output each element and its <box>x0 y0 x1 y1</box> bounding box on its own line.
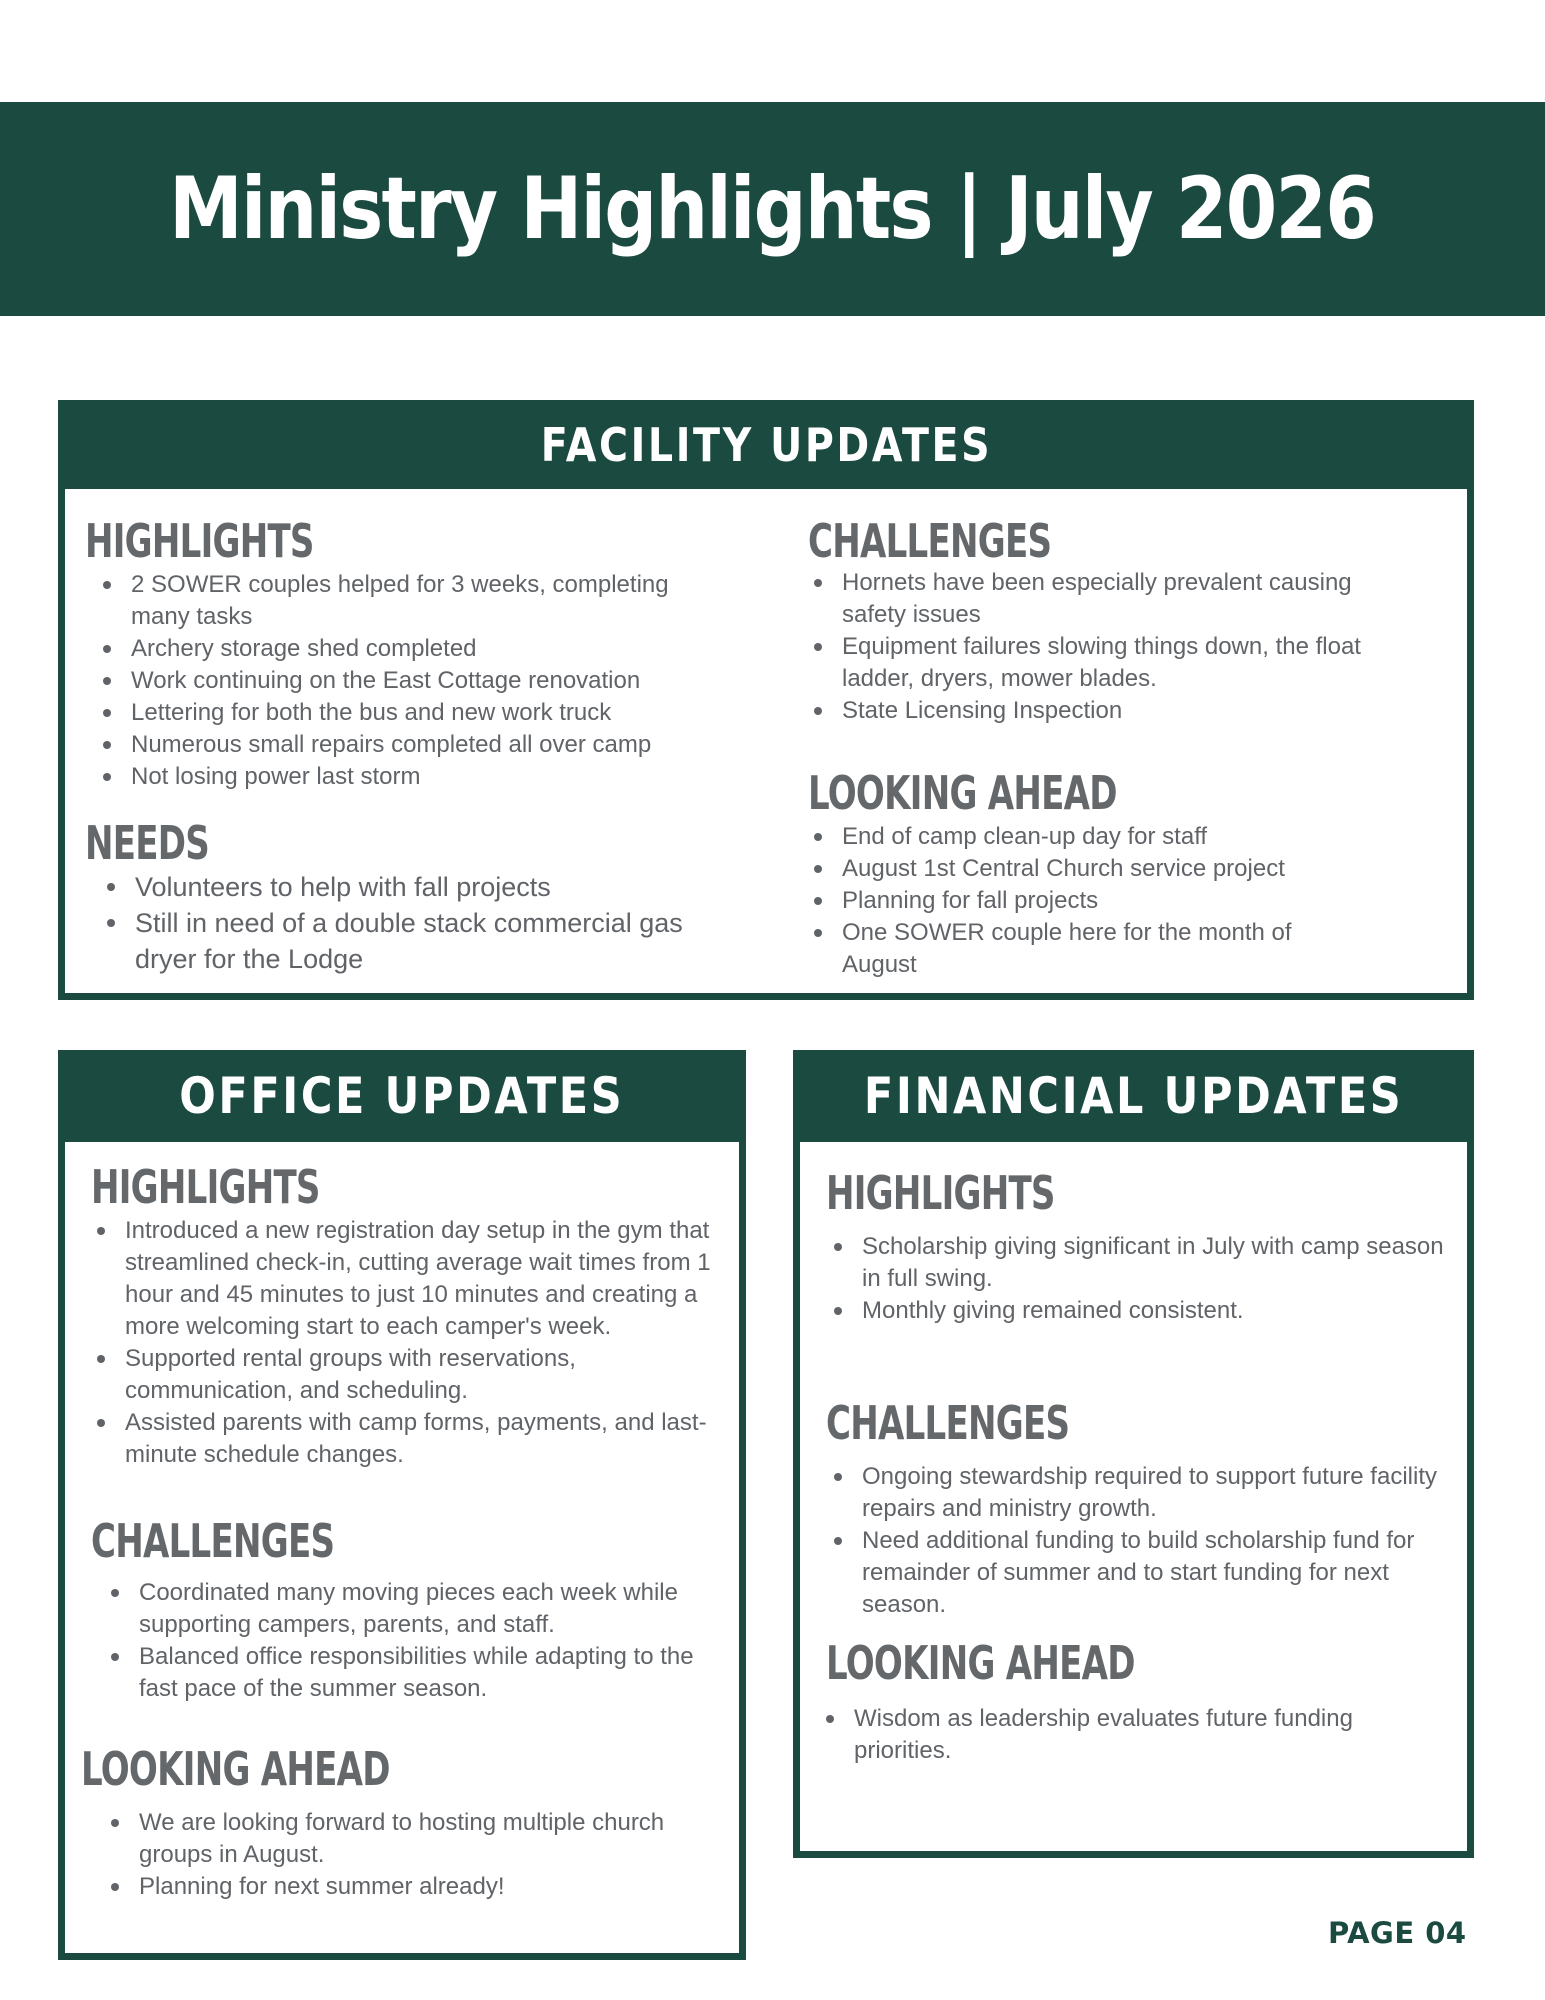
financial-updates-title: FINANCIAL UPDATES <box>863 1067 1404 1125</box>
facility-challenges-heading: CHALLENGES <box>808 514 1052 568</box>
list-item: Still in need of a double stack commercial gas dryer for the Lodge <box>101 905 715 977</box>
list-item: State Licensing Inspection <box>808 695 1368 727</box>
list-item: Volunteers to help with fall projects <box>101 869 715 905</box>
list-item: Assisted parents with camp forms, payments, and last-minute schedule changes. <box>91 1407 731 1471</box>
financial-looking-ahead-section <box>826 1637 1446 1767</box>
facility-looking-ahead-heading: LOOKING AHEAD <box>808 766 1117 820</box>
office-looking-ahead-list <box>105 1807 721 1903</box>
page-number: PAGE 04 <box>1328 1916 1467 1950</box>
list-item: Numerous small repairs completed all over camp <box>97 729 725 761</box>
list-item: Monthly giving remained consistent. <box>828 1295 1446 1327</box>
financial-challenges-heading: CHALLENGES <box>826 1396 1070 1450</box>
financial-updates-header <box>793 1050 1474 1142</box>
list-item: Wisdom as leadership evaluates future funding priorities. <box>820 1703 1446 1767</box>
list-item: Need additional funding to build scholarship fund for remainder of summer and to start funding for next season. <box>828 1525 1446 1621</box>
office-looking-ahead-heading: LOOKING AHEAD <box>81 1742 390 1796</box>
facility-looking-ahead-section <box>808 767 1368 981</box>
facility-highlights-section <box>85 515 725 793</box>
list-item: Equipment failures slowing things down, the float ladder, dryers, mower blades. <box>808 631 1368 695</box>
list-item: Planning for next summer already! <box>105 1871 721 1903</box>
facility-needs-section <box>85 817 715 977</box>
list-item: One SOWER couple here for the month of August <box>808 917 1368 981</box>
financial-challenges-section <box>826 1397 1446 1621</box>
list-item: Hornets have been especially prevalent causing safety issues <box>808 567 1368 631</box>
facility-highlights-heading: HIGHLIGHTS <box>85 514 314 568</box>
financial-highlights-section <box>826 1167 1446 1327</box>
facility-highlights-list <box>97 569 725 793</box>
financial-highlights-list <box>828 1231 1446 1327</box>
office-highlights-list <box>91 1215 731 1471</box>
facility-looking-ahead-list <box>808 821 1368 981</box>
office-updates-card <box>58 1050 746 1960</box>
list-item: Lettering for both the bus and new work truck <box>97 697 725 729</box>
office-looking-ahead-section <box>81 1743 721 1903</box>
list-item: Planning for fall projects <box>808 885 1368 917</box>
office-challenges-list <box>105 1577 731 1705</box>
page-title: Ministry Highlights | July 2026 <box>169 159 1376 259</box>
facility-needs-heading: NEEDS <box>85 816 210 870</box>
list-item: Ongoing stewardship required to support future facility repairs and ministry growth. <box>828 1461 1446 1525</box>
list-item: End of camp clean-up day for staff <box>808 821 1368 853</box>
facility-challenges-section <box>808 515 1368 727</box>
list-item: Archery storage shed completed <box>97 633 725 665</box>
facility-updates-title: FACILITY UPDATES <box>540 417 992 472</box>
list-item: Balanced office responsibilities while adapting to the fast pace of the summer season. <box>105 1641 731 1705</box>
financial-highlights-heading: HIGHLIGHTS <box>826 1166 1055 1220</box>
list-item: We are looking forward to hosting multiple church groups in August. <box>105 1807 721 1871</box>
facility-challenges-list <box>808 567 1368 727</box>
facility-updates-header <box>58 400 1474 489</box>
office-updates-title: OFFICE UPDATES <box>179 1067 625 1125</box>
office-highlights-heading: HIGHLIGHTS <box>91 1160 320 1214</box>
office-challenges-section <box>91 1515 731 1705</box>
list-item: Introduced a new registration day setup in the gym that streamlined check-in, cutting average wait times from 1 hour and 45 minutes to just 10 minutes and creating a more welcoming start to each camper's week. <box>91 1215 731 1343</box>
list-item: Scholarship giving significant in July with camp season in full swing. <box>828 1231 1446 1295</box>
list-item: 2 SOWER couples helped for 3 weeks, completing many tasks <box>97 569 725 633</box>
list-item: Work continuing on the East Cottage renovation <box>97 665 725 697</box>
financial-updates-card <box>793 1050 1474 1858</box>
financial-challenges-list <box>828 1461 1446 1621</box>
financial-looking-ahead-list <box>820 1703 1446 1767</box>
list-item: Supported rental groups with reservations, communication, and scheduling. <box>91 1343 731 1407</box>
office-highlights-section <box>91 1161 731 1471</box>
office-updates-header <box>58 1050 746 1142</box>
facility-updates-card <box>58 400 1474 1000</box>
title-banner <box>0 102 1545 316</box>
list-item: Coordinated many moving pieces each week while supporting campers, parents, and staff. <box>105 1577 731 1641</box>
facility-needs-list <box>101 869 715 977</box>
financial-looking-ahead-heading: LOOKING AHEAD <box>826 1636 1135 1690</box>
list-item: August 1st Central Church service project <box>808 853 1368 885</box>
list-item: Not losing power last storm <box>97 761 725 793</box>
office-challenges-heading: CHALLENGES <box>91 1514 335 1568</box>
